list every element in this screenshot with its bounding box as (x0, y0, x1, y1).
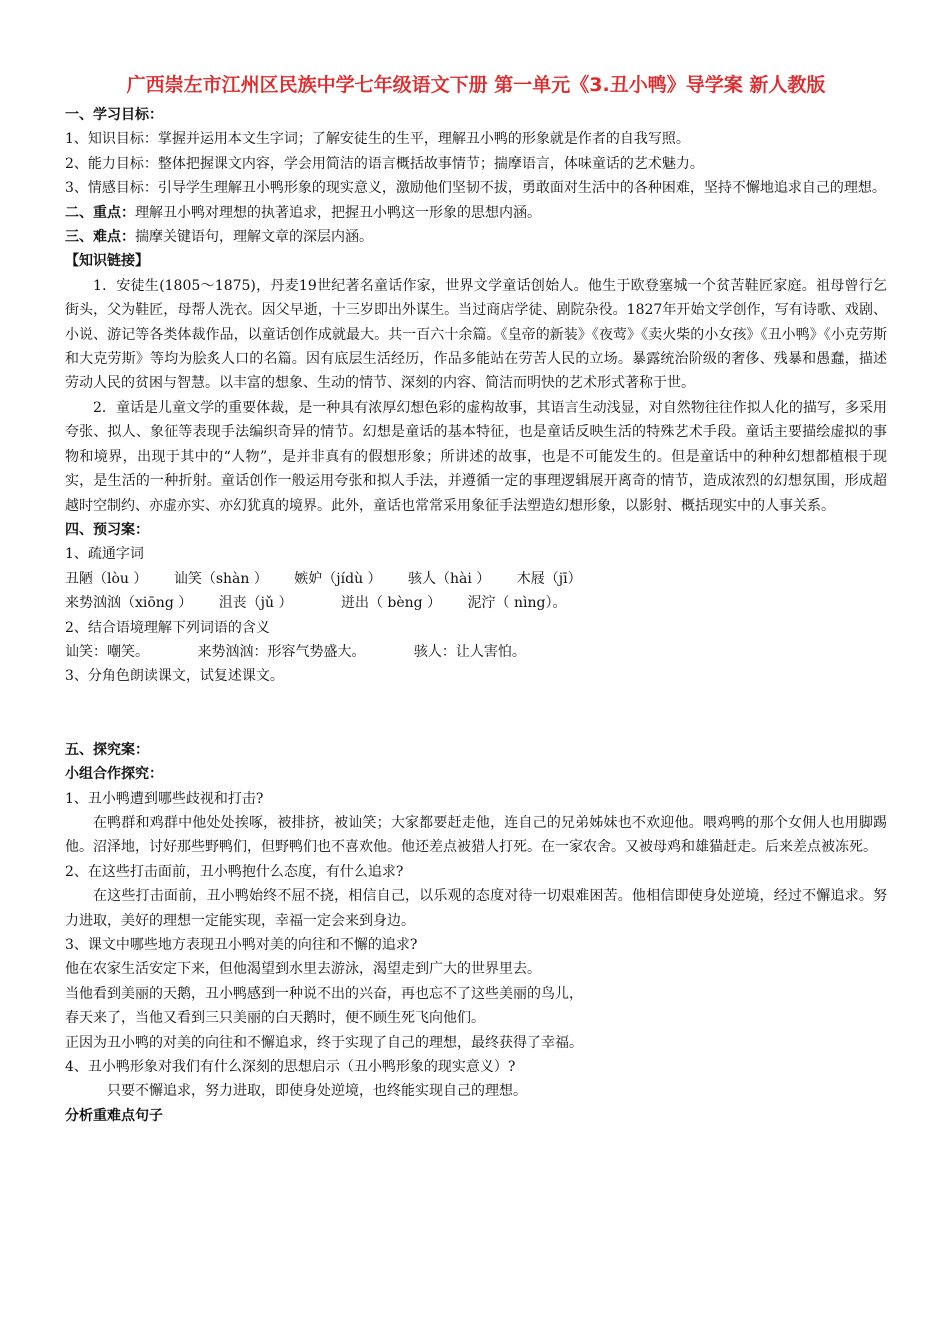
knowledge-paragraph-andersen: 1．安徒生(1805～1875)，丹麦19世纪著名童话作家，世界文学童话创始人。他生于欧登塞城一个贫苦鞋匠家庭。祖母曾行乞街头，父为鞋匠，母帮人洗衣。因父早逝，十三岁即出外谋生。当过商店学徒、剧院杂役。1827年开始文学创作，写有诗歌、戏剧、小说、游记等各类体裁作品，以童话创作成就最大。共一百六十余篇。《皇帝的新装》《夜莺》《卖火柴的小女孩》《丑小鸭》《小克劳斯和大克劳斯》等均为脍炙人口的名篇。因有底层生活经历，作品多能站在劳苦人民的立场。暴露统治阶级的奢侈、残暴和愚蠢，描述劳动人民的贫困与智慧。以丰富的想象、生动的情节、深刻的内容、简洁而明快的艺术形式著称于世。 (65, 277, 887, 392)
vocab-word: 骇人（hài ） (408, 570, 491, 587)
question-3: 3、课文中哪些地方表现丑小鸭对美的向往和不懈的追求? (65, 937, 418, 953)
question-1: 1、丑小鸭遭到哪些歧视和打击? (65, 790, 264, 807)
vocab-word: 丑陋（lòu ） (65, 570, 148, 587)
answer-3-line: 他在农家生活安定下来，但他渴望到水里去游泳，渴望走到广大的世界里去。 (65, 961, 541, 978)
key-point-text: 理解丑小鸭对理想的执著追求，把握丑小鸭这一形象的思想内涵。 (135, 204, 541, 221)
preview-item-3: 3、分角色朗读课文，试复述课文。 (65, 668, 284, 685)
answer-2: 在这些打击面前，丑小鸭始终不屈不挠，相信自己，以乐观的态度对待一切艰难困苦。他相信即使身处逆境，经过不懈追求。努力进取，美好的理想一定能实现，幸福一定会来到身边。 (65, 888, 887, 929)
section-heading-explore: 五、探究案： (65, 741, 149, 758)
vocab-word: 泥泞（ nìng）。 (467, 595, 567, 612)
vocab-row-2 (65, 591, 887, 615)
vocab-word: 来势汹汹（xiōng ） (65, 595, 193, 612)
section-heading-preview: 四、预习案： (65, 521, 149, 538)
answer-3-line: 正因为丑小鸭的对美的向往和不懈追求，终于实现了自己的理想，最终获得了幸福。 (65, 1034, 583, 1051)
difficult-point (65, 225, 887, 249)
meaning: 讪笑：嘲笑。 (65, 643, 149, 660)
vocab-word: 讪笑（shàn ） (173, 570, 268, 587)
meaning: 来势汹汹：形容气势盛大。 (197, 643, 366, 660)
page-title: 广西崇左市江州区民族中学七年级语文下册 第一单元《3.丑小鸭》导学案 新人教版 (126, 74, 826, 96)
word-meanings (65, 640, 887, 664)
group-explore-heading: 小组合作探究： (65, 766, 163, 783)
knowledge-link-heading: 【知识链接】 (65, 253, 149, 270)
question-4: 4、丑小鸭形象对我们有什么深刻的思想启示（丑小鸭形象的现实意义）? (65, 1059, 516, 1076)
preview-item-1: 1、疏通字词 (65, 546, 144, 563)
difficult-point-heading: 三、难点： (65, 229, 135, 246)
vocab-word: 沮丧（jǔ ） (218, 595, 293, 612)
vocab-word: 迸出（ bèng ） (340, 595, 442, 612)
answer-1: 在鸭群和鸡群中他处处挨啄，被排挤，被讪笑；大家都要赶走他，连自己的兄弟姊妹也不欢迎他。喂鸡鸭的那个女佣人也用脚踢他。沼泽地，讨好那些野鸭们，但野鸭们也不喜欢他。他还差点被猎人打死。在一家农舍。又被母鸡和雄猫赶走。后来差点被冻死。 (65, 814, 887, 856)
difficult-point-text: 揣摩关键语句，理解文章的深层内涵。 (135, 229, 373, 246)
key-point-heading: 二、重点： (65, 204, 135, 221)
goal-emotion: 3、情感目标：引导学生理解丑小鸭形象的现实意义，激励他们坚韧不拔，勇敢面对生活中的各种困难，坚持不懈地追求自己的理想。 (65, 180, 886, 197)
question-2: 2、在这些打击面前，丑小鸭抱什么态度，有什么追求? (65, 863, 404, 880)
analysis-heading: 分析重难点句子 (65, 1107, 163, 1124)
vocab-row-1 (65, 567, 887, 591)
section-heading-goals: 一、学习目标： (65, 107, 163, 123)
goal-knowledge: 1、知识目标：掌握并运用本文生字词；了解安徒生的生平，理解丑小鸭的形象就是作者的自我写照。 (65, 131, 690, 148)
knowledge-paragraph-fairytale: 2．童话是儿童文学的重要体裁，是一种具有浓厚幻想色彩的虚构故事，其语言生动浅显，对自然物往往作拟人化的描写，多采用夸张、拟人、象征等表现手法编织奇异的情节。幻想是童话的基本特征，也是童话反映生活的特殊艺术手段。童话主要描绘虚拟的事物和境界，出现于其中的“人物”，是并非真有的假想形象；所讲述的故事，也是不可能发生的。但是童话中的种种幻想都植根于现实，是生活的一种折射。童话创作一般运用夸张和拟人手法，并遵循一定的事理逻辑展开离奇的情节，造成浓烈的幻想氛围，形成超越时空制约、亦虚亦实、亦幻犹真的境界。此外，童话也常常采用象征手法塑造幻想形象，以影射、概括现实中的人事关系。 (65, 399, 887, 514)
goal-ability: 2、能力目标：整体把握课文内容，学会用简洁的语言概括故事情节；揣摩语言，体味童话的艺术魅力。 (65, 155, 704, 172)
meaning: 骇人：让人害怕。 (413, 643, 526, 660)
answer-3-line: 当他看到美丽的天鹅，丑小鸭感到一种说不出的兴奋，再也忘不了这些美丽的鸟儿， (65, 985, 583, 1002)
answer-3-line: 春天来了，当他又看到三只美丽的白天鹅时，便不顾生死飞向他们。 (65, 1010, 485, 1027)
document-page (65, 72, 887, 1128)
preview-item-2: 2、结合语境理解下列词语的含义 (65, 619, 270, 636)
vocab-word: 嫉妒（jídù ） (294, 570, 382, 587)
answer-4: 只要不懈追求，努力进取，即使身处逆境，也终能实现自己的理想。 (107, 1083, 527, 1100)
vocab-word: 木屐（jī） (516, 570, 582, 587)
key-point (65, 201, 887, 225)
